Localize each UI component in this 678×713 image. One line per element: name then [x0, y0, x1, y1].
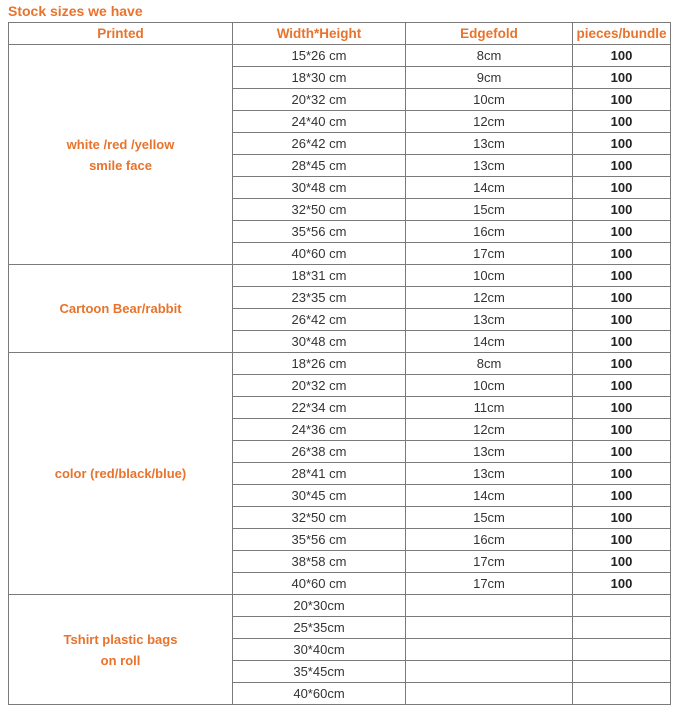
edgefold-cell: 14cm	[406, 485, 573, 507]
pieces-cell: 100	[573, 331, 671, 353]
group-label-line: on roll	[100, 652, 141, 668]
size-cell: 32*50 cm	[233, 199, 406, 221]
group-label-line: smile face	[89, 157, 152, 173]
group-label-line: white /red /yellow	[66, 136, 175, 152]
edgefold-cell: 12cm	[406, 287, 573, 309]
size-cell: 26*38 cm	[233, 441, 406, 463]
pieces-cell: 100	[573, 507, 671, 529]
edgefold-cell: 17cm	[406, 573, 573, 595]
pieces-cell: 100	[573, 397, 671, 419]
size-cell: 24*36 cm	[233, 419, 406, 441]
edgefold-cell	[406, 683, 573, 705]
edgefold-cell: 12cm	[406, 419, 573, 441]
size-cell: 30*48 cm	[233, 331, 406, 353]
edgefold-cell	[406, 661, 573, 683]
pieces-cell	[573, 595, 671, 617]
edgefold-cell: 8cm	[406, 353, 573, 375]
group-label	[9, 265, 233, 353]
pieces-cell: 100	[573, 573, 671, 595]
size-cell: 32*50 cm	[233, 507, 406, 529]
edgefold-cell: 13cm	[406, 309, 573, 331]
pieces-cell: 100	[573, 265, 671, 287]
edgefold-cell: 16cm	[406, 529, 573, 551]
edgefold-cell: 8cm	[406, 45, 573, 67]
pieces-cell: 100	[573, 551, 671, 573]
size-cell: 22*34 cm	[233, 397, 406, 419]
edgefold-cell: 16cm	[406, 221, 573, 243]
size-cell: 40*60cm	[233, 683, 406, 705]
header-pieces: pieces/bundle	[573, 23, 671, 45]
table-row	[9, 45, 671, 67]
table-row	[9, 265, 671, 287]
pieces-cell: 100	[573, 45, 671, 67]
group-label	[9, 45, 233, 265]
size-cell: 20*32 cm	[233, 375, 406, 397]
edgefold-cell	[406, 595, 573, 617]
size-cell: 30*40cm	[233, 639, 406, 661]
pieces-cell: 100	[573, 89, 671, 111]
pieces-cell: 100	[573, 353, 671, 375]
edgefold-cell: 17cm	[406, 551, 573, 573]
group-label-line: Tshirt plastic bags	[63, 631, 178, 647]
header-size: Width*Height	[233, 23, 406, 45]
pieces-cell: 100	[573, 441, 671, 463]
page-title: Stock sizes we have	[8, 3, 143, 19]
pieces-cell: 100	[573, 243, 671, 265]
header-row	[9, 23, 671, 45]
size-cell: 18*26 cm	[233, 353, 406, 375]
table-row	[9, 595, 671, 617]
size-cell: 25*35cm	[233, 617, 406, 639]
size-cell: 38*58 cm	[233, 551, 406, 573]
edgefold-cell: 9cm	[406, 67, 573, 89]
size-cell: 28*41 cm	[233, 463, 406, 485]
edgefold-cell	[406, 617, 573, 639]
pieces-cell: 100	[573, 375, 671, 397]
header-edgefold: Edgefold	[406, 23, 573, 45]
size-cell: 18*31 cm	[233, 265, 406, 287]
header-printed: Printed	[9, 23, 233, 45]
edgefold-cell: 10cm	[406, 375, 573, 397]
pieces-cell	[573, 661, 671, 683]
size-cell: 15*26 cm	[233, 45, 406, 67]
table-row	[9, 353, 671, 375]
edgefold-cell: 14cm	[406, 331, 573, 353]
edgefold-cell: 15cm	[406, 199, 573, 221]
pieces-cell	[573, 683, 671, 705]
pieces-cell: 100	[573, 177, 671, 199]
size-cell: 35*56 cm	[233, 529, 406, 551]
pieces-cell: 100	[573, 419, 671, 441]
edgefold-cell: 14cm	[406, 177, 573, 199]
edgefold-cell: 12cm	[406, 111, 573, 133]
group-label-line: color (red/black/blue)	[54, 466, 187, 481]
pieces-cell: 100	[573, 111, 671, 133]
size-cell: 20*32 cm	[233, 89, 406, 111]
edgefold-cell	[406, 639, 573, 661]
size-cell: 30*48 cm	[233, 177, 406, 199]
group-label	[9, 595, 233, 705]
edgefold-cell: 13cm	[406, 463, 573, 485]
size-cell: 26*42 cm	[233, 309, 406, 331]
size-cell: 18*30 cm	[233, 67, 406, 89]
pieces-cell: 100	[573, 221, 671, 243]
edgefold-cell: 10cm	[406, 265, 573, 287]
size-cell: 30*45 cm	[233, 485, 406, 507]
pieces-cell: 100	[573, 485, 671, 507]
size-cell: 40*60 cm	[233, 243, 406, 265]
pieces-cell	[573, 639, 671, 661]
pieces-cell: 100	[573, 199, 671, 221]
edgefold-cell: 11cm	[406, 397, 573, 419]
stock-sizes-table	[8, 22, 671, 705]
edgefold-cell: 17cm	[406, 243, 573, 265]
edgefold-cell: 13cm	[406, 441, 573, 463]
pieces-cell: 100	[573, 287, 671, 309]
pieces-cell: 100	[573, 529, 671, 551]
pieces-cell: 100	[573, 155, 671, 177]
size-cell: 40*60 cm	[233, 573, 406, 595]
size-cell: 24*40 cm	[233, 111, 406, 133]
pieces-cell: 100	[573, 67, 671, 89]
size-cell: 28*45 cm	[233, 155, 406, 177]
pieces-cell: 100	[573, 309, 671, 331]
size-cell: 35*56 cm	[233, 221, 406, 243]
pieces-cell	[573, 617, 671, 639]
pieces-cell: 100	[573, 463, 671, 485]
size-cell: 26*42 cm	[233, 133, 406, 155]
edgefold-cell: 15cm	[406, 507, 573, 529]
size-cell: 23*35 cm	[233, 287, 406, 309]
edgefold-cell: 10cm	[406, 89, 573, 111]
group-label	[9, 353, 233, 595]
edgefold-cell: 13cm	[406, 133, 573, 155]
pieces-cell: 100	[573, 133, 671, 155]
edgefold-cell: 13cm	[406, 155, 573, 177]
size-cell: 35*45cm	[233, 661, 406, 683]
size-cell: 20*30cm	[233, 595, 406, 617]
group-label-line: Cartoon Bear/rabbit	[59, 301, 182, 316]
